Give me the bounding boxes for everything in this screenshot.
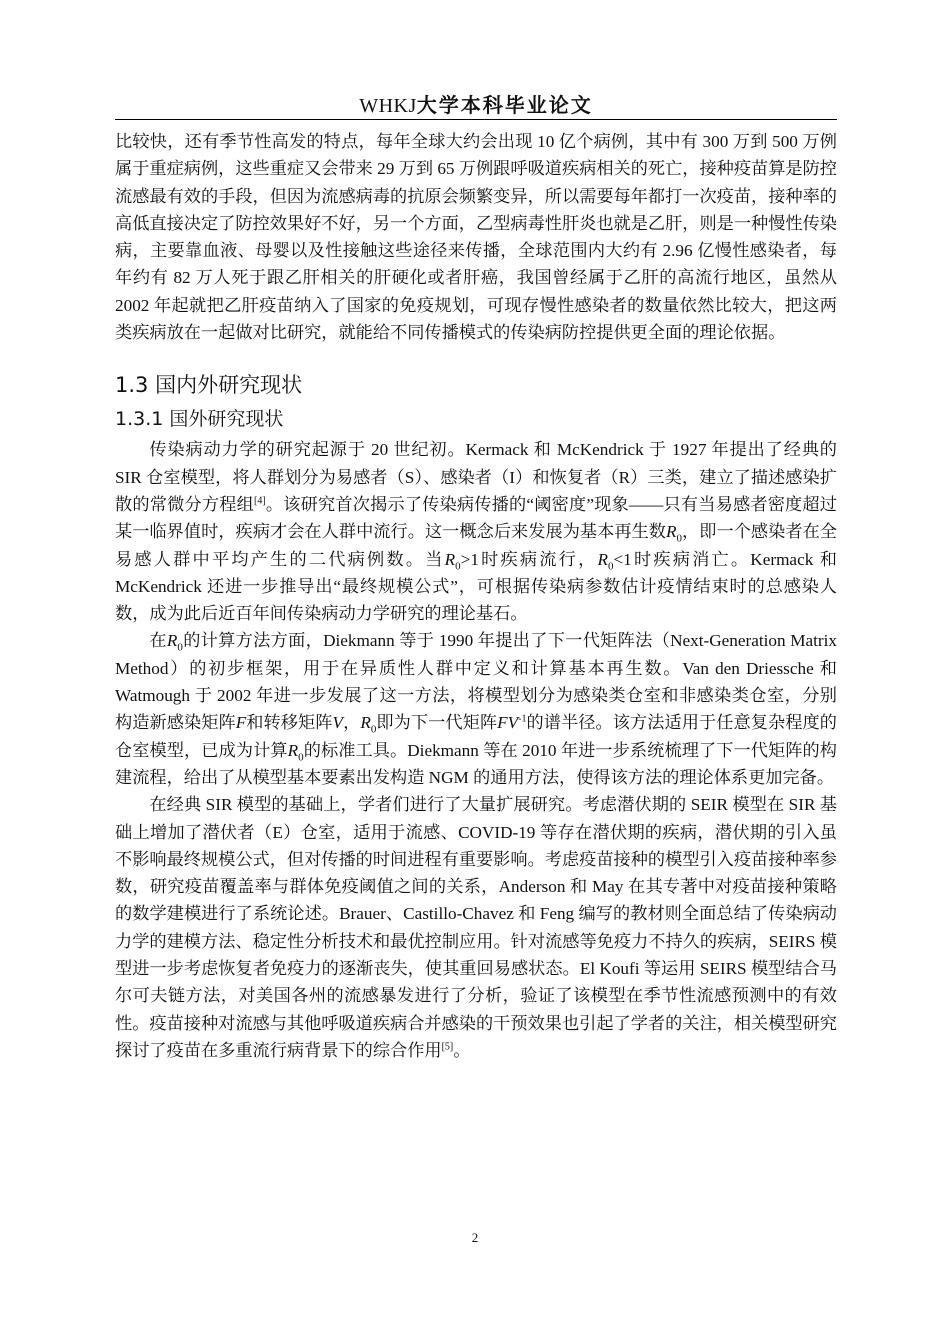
citation-5: [5]: [441, 1041, 454, 1053]
paragraph-continued: 比较快，还有季节性高发的特点，每年全球大约会出现 10 亿个病例，其中有 300 万到 500 万例属于重症病例，这些重症又会带来 29 万到 65 万例跟呼吸道疾病相关的死亡，接种疫苗算是防控流感最有效的手段，但因为流感病毒的抗原会频繁变异，所以需要每年都打一次疫苗，接种率的高低直接决定了防控效果好不好，另一个方面，乙型病毒性肝炎也就是乙肝，则是一种慢性传染病，主要靠血液、母婴以及性接触这些途径来传播，全球范围内大约有 2.96 亿慢性感染者，每年约有 82 万人死于跟乙肝相关的肝硬化或者肝癌，我国曾经属于乙肝的高流行地区，虽然从 2002 年起就把乙肝疫苗纳入了国家的免疫规划，可现存慢性感染者的数量依然比较大，把这两类疾病放在一起做对比研究，就能给不同传播模式的传染病防控提供更全面的理论依据。: [115, 132, 837, 343]
document-body: [115, 128, 837, 1064]
citation-4: [4]: [253, 495, 266, 507]
paragraph-sir-history: 传染病动力学的研究起源于 20 世纪初。Kermack 和 McKendrick 于 1927 年提出了经典的 SIR 仓室模型，将人群划分为易感者（S）、感染者（I）和恢复者（R）三类，建立了描述感染扩散的常微分方程组[4]。该研究首次揭示了传染病传播的“阈密度”现象——只有当易感者密度超过某一临界值时，疾病才会在人群中流行。这一概念后来发展为基本再生数$R_0$，即一个感染者在全易感人群中平均产生的二代病例数。当$R_0>1$时疾病流行，$R_0<1$时疾病消亡。Kermack 和 McKendrick 还进一步推导出“最终规模公式”，可根据传染病参数估计疫情结束时的总感染人数，成为此后近百年间传染病动力学研究的理论基石。: [115, 440, 837, 624]
page-header: [115, 92, 837, 119]
page-number: 2: [471, 1230, 479, 1245]
header-rule: [115, 119, 837, 120]
header-brand: WHKJ: [359, 95, 417, 117]
header-title: 大学本科毕业论文: [416, 93, 593, 117]
paragraph-ngm-method: 在$R_0$的计算方法方面，Diekmann 等于 1990 年提出了下一代矩阵法（Next-Generation Matrix Method）的初步框架，用于在异质性人群中定义和计算基本再生数。Van den Driessche 和 Watmough 于 2002 年进一步发展了这一方法，将模型划分为感染类仓室和非感染类仓室，分别构造新感染矩阵F和转移矩阵V，$R_0$即为下一代矩阵$FV^{-1}$的谱半径。该方法适用于任意复杂程度的仓室模型，已成为计算$R_0$的标准工具。Diekmann 等在 2010 年进一步系统梳理了下一代矩阵的构建流程，给出了从模型基本要素出发构造 NGM 的通用方法，使得该方法的理论体系更加完备。: [115, 631, 837, 787]
subsection-heading: 1.3.1 国外研究现状: [115, 408, 284, 431]
paragraph-model-extensions: 在经典 SIR 模型的基础上，学者们进行了大量扩展研究。考虑潜伏期的 SEIR 模型在 SIR 基础上增加了潜伏者（E）仓室，适用于流感、COVID-19 等存在潜伏期的疾病，潜伏期的引入虽不影响最终规模公式，但对传播的时间进程有重要影响。考虑疫苗接种的模型引入疫苗接种率参数，研究疫苗覆盖率与群体免疫阈值之间的关系，Anderson 和 May 在其专著中对疫苗接种策略的数学建模进行了系统论述。Brauer、Castillo-Chavez 和 Feng 编写的教材则全面总结了传染病动力学的建模方法、稳定性分析技术和最优控制应用。针对流感等免疫力不持久的疾病，SEIRS 模型进一步考虑恢复者免疫力的逐渐丧失，使其重回易感状态。El Koufi 等运用 SEIRS 模型结合马尔可夫链方法，对美国各州的流感暴发进行了分析，验证了该模型在季节性流感预测中的有效性。疫苗接种对流感与其他呼吸道疾病合并感染的干预效果也引起了学者的关注，相关模型研究探讨了疫苗在多重流行病背景下的综合作用[5]。: [115, 795, 837, 1060]
section-heading: 1.3 国内外研究现状: [115, 373, 303, 398]
